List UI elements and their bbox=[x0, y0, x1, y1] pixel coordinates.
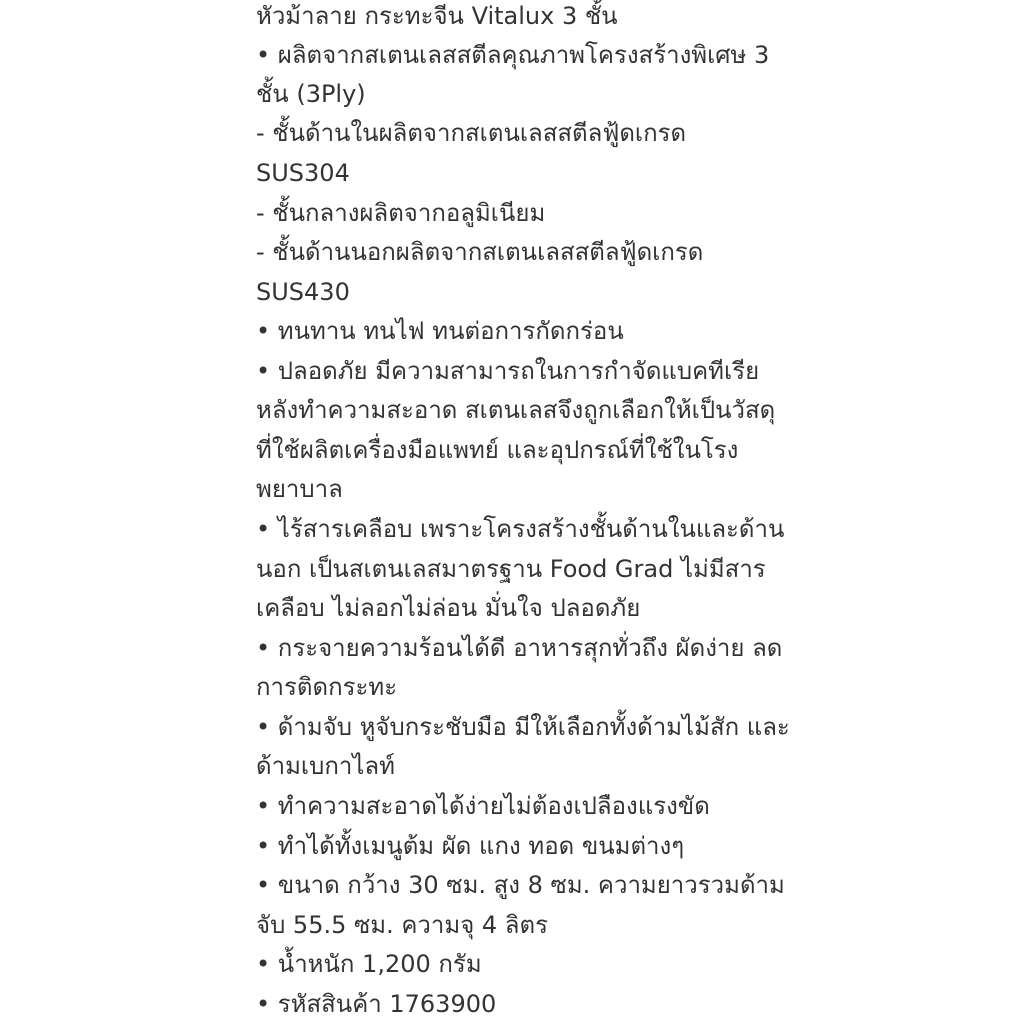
text-line: หัวม้าลาย กระทะจีน Vitalux 3 ชั้น bbox=[256, 2, 618, 30]
text-line: • ทำได้ทั้งเมนูต้ม ผัด แกง ทอด ขนมต่างๆ bbox=[256, 832, 685, 860]
text-line: • น้ำหนัก 1,200 กรัม bbox=[256, 950, 482, 978]
text-line: นอก เป็นสเตนเลสมาตรฐาน Food Grad ไม่มีสาร bbox=[256, 555, 766, 583]
text-line: • ด้ามจับ หูจับกระชับมือ มีให้เลือกทั้งด้ามไม้สัก และ bbox=[256, 713, 790, 741]
text-line: • ไร้สารเคลือบ เพราะโครงสร้างชั้นด้านในและด้าน bbox=[256, 515, 785, 543]
text-line: SUS304 bbox=[256, 159, 350, 187]
text-line: • ทำความสะอาดได้ง่ายไม่ต้องเปลืองแรงขัด bbox=[256, 792, 710, 820]
text-line: • กระจายความร้อนได้ดี อาหารสุกทั่วถึง ผัดง่าย ลด bbox=[256, 634, 783, 662]
text-line: จับ 55.5 ซม. ความจุ 4 ลิตร bbox=[256, 911, 548, 939]
text-line: • ขนาด กว้าง 30 ซม. สูง 8 ซม. ความยาวรวมด้าม bbox=[256, 871, 785, 899]
text-line: ชั้น (3Ply) bbox=[256, 80, 366, 108]
text-line: - ชั้นด้านนอกผลิตจากสเตนเลสสตีลฟู้ดเกรด bbox=[256, 238, 704, 266]
text-line: SUS430 bbox=[256, 278, 350, 306]
text-line: • ทนทาน ทนไฟ ทนต่อการกัดกร่อน bbox=[256, 317, 624, 345]
text-line: - ชั้นด้านในผลิตจากสเตนเลสสตีลฟู้ดเกรด bbox=[256, 119, 687, 147]
text-line: ที่ใช้ผลิตเครื่องมือแพทย์ และอุปกรณ์ที่ใช้ในโรง bbox=[256, 436, 739, 464]
text-line: การติดกระทะ bbox=[256, 673, 398, 701]
text-line: ด้ามเบกาไลท์ bbox=[256, 752, 395, 780]
text-line: • ผลิตจากสเตนเลสสตีลคุณภาพโครงสร้างพิเศษ 3 bbox=[256, 41, 770, 69]
text-line: • รหัสสินค้า 1763900 bbox=[256, 990, 497, 1018]
text-line: พยาบาล bbox=[256, 475, 343, 503]
text-line: หลังทำความสะอาด สเตนเลสจึงถูกเลือกให้เป็นวัสดุ bbox=[256, 396, 776, 424]
text-line: • ปลอดภัย มีความสามารถในการกำจัดแบคทีเรีย bbox=[256, 357, 760, 385]
text-line: เคลือบ ไม่ลอกไม่ล่อน มั่นใจ ปลอดภัย bbox=[256, 594, 641, 622]
text-line: - ชั้นกลางผลิตจากอลูมิเนียม bbox=[256, 199, 546, 227]
